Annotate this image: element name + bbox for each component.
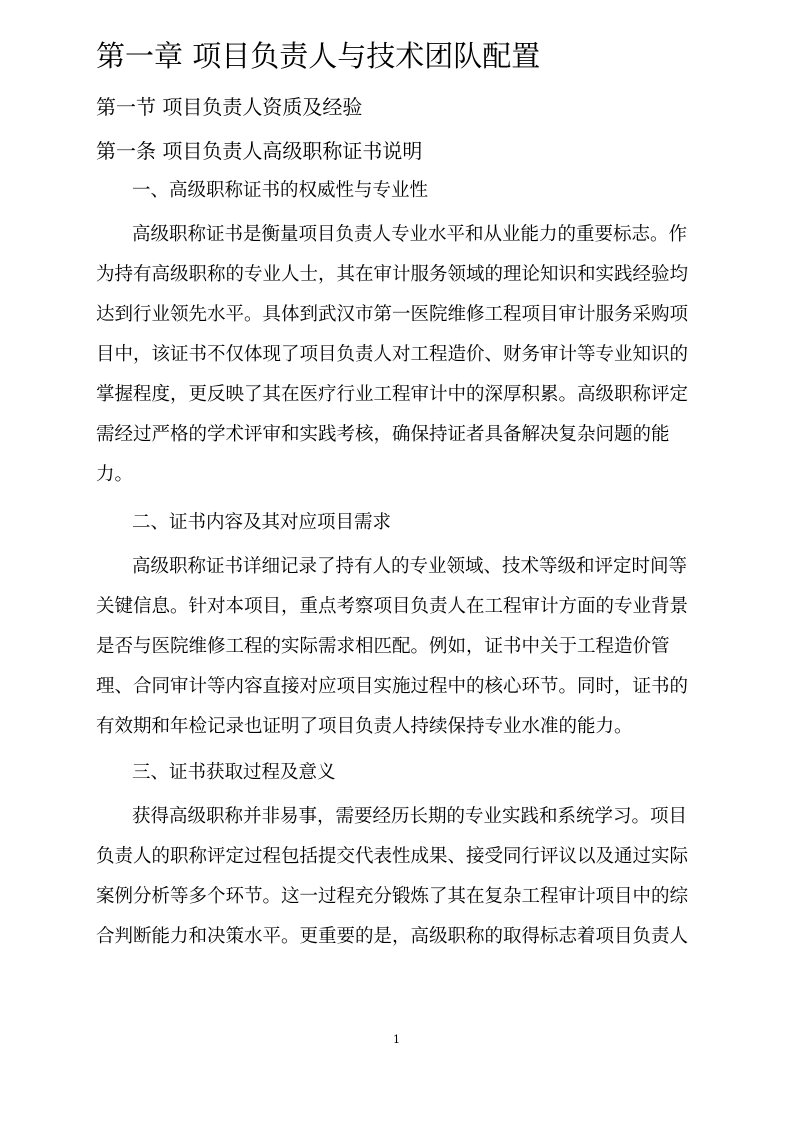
- paragraph-line: 高级职称证书是衡量项目负责人专业水平和从业能力的重要标志。作: [132, 224, 688, 245]
- paragraph-line: 关键信息。针对本项目，重点考察项目负责人在工程审计方面的专业背景: [96, 596, 689, 617]
- subsection-3-heading: 三、证书获取过程及意义: [132, 762, 336, 783]
- article-title: 第一条 项目负责人高级职称证书说明: [96, 139, 423, 163]
- paragraph-line: 为持有高级职称的专业人士，其在审计服务领域的理论知识和实践经验均: [96, 264, 689, 285]
- chapter-title: 第一章 项目负责人与技术团队配置: [96, 39, 541, 73]
- paragraph-line: 有效期和年检记录也证明了项目负责人持续保持专业水准的能力。: [96, 716, 633, 737]
- subsection-2-heading: 二、证书内容及其对应项目需求: [132, 512, 392, 533]
- paragraph-line: 需经过严格的学术评审和实践考核，确保持证者具备解决复杂问题的能: [96, 424, 670, 445]
- paragraph-line: 合判断能力和决策水平。更重要的是，高级职称的取得标志着项目负责人: [96, 926, 689, 947]
- paragraph-line: 获得高级职称并非易事，需要经历长期的专业实践和系统学习。项目: [132, 806, 688, 827]
- paragraph-line: 高级职称证书详细记录了持有人的专业领域、技术等级和评定时间等: [132, 556, 688, 577]
- page-number: 1: [393, 1033, 400, 1046]
- paragraph-line: 达到行业领先水平。具体到武汉市第一医院维修工程项目审计服务采购项: [96, 304, 689, 325]
- paragraph-line: 案例分析等多个环节。这一过程充分锻炼了其在复杂工程审计项目中的综: [96, 886, 689, 907]
- paragraph-line: 掌握程度，更反映了其在医疗行业工程审计中的深厚积累。高级职称评定: [96, 384, 689, 405]
- paragraph-line: 目中，该证书不仅体现了项目负责人对工程造价、财务审计等专业知识的: [96, 344, 689, 365]
- subsection-1-heading: 一、高级职称证书的权威性与专业性: [132, 180, 429, 201]
- paragraph-line: 理、合同审计等内容直接对应项目实施过程中的核心环节。同时，证书的: [96, 676, 689, 697]
- paragraph-line: 负责人的职称评定过程包括提交代表性成果、接受同行评议以及通过实际: [96, 846, 689, 867]
- paragraph-line: 是否与医院维修工程的实际需求相匹配。例如，证书中关于工程造价管: [96, 636, 670, 657]
- section-title: 第一节 项目负责人资质及经验: [96, 95, 363, 119]
- paragraph-line: 力。: [96, 464, 134, 485]
